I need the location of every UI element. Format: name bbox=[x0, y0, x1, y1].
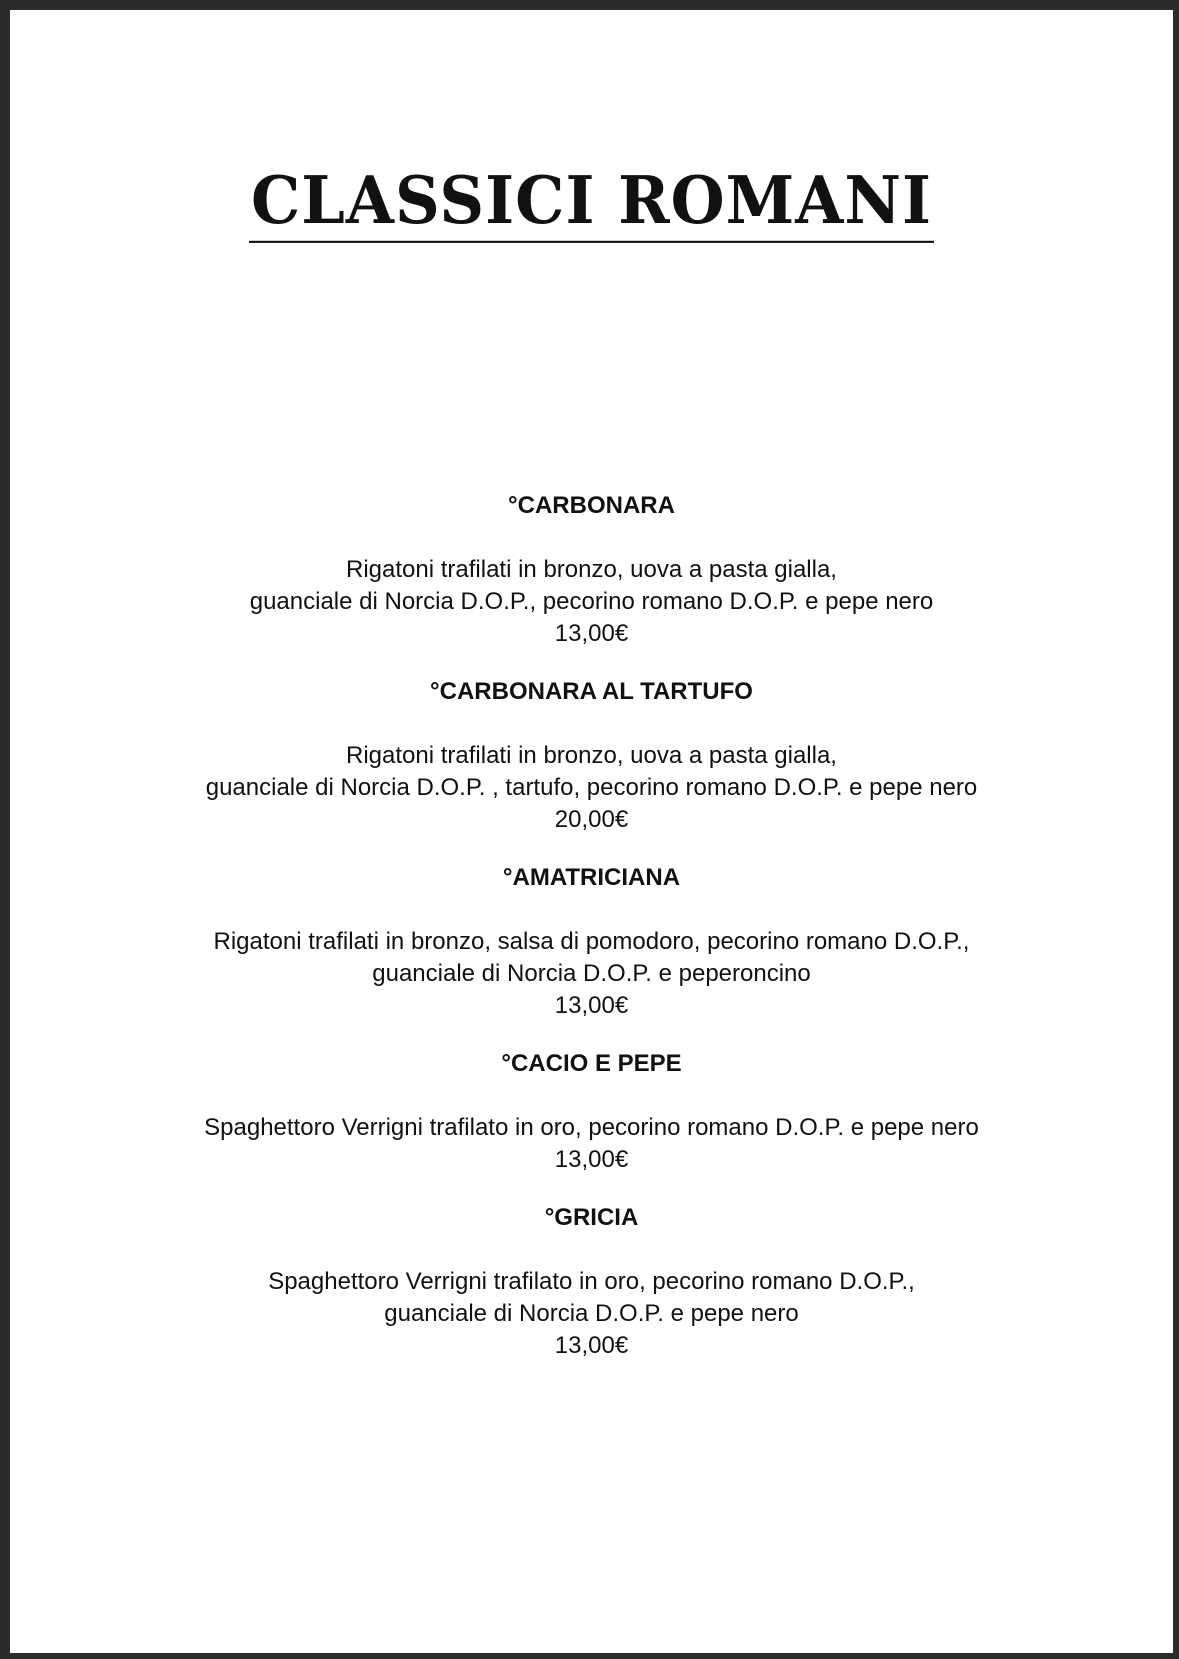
menu-item-amatriciana bbox=[10, 862, 1173, 1022]
dish-price: 13,00€ bbox=[554, 992, 629, 1019]
dish-description-line: guanciale di Norcia D.O.P., pecorino romano D.O.P. e pepe nero bbox=[249, 588, 934, 615]
menu-item-gricia bbox=[10, 1202, 1173, 1362]
dish-description-line: Rigatoni trafilati in bronzo, uova a pasta gialla, bbox=[346, 556, 837, 583]
dish-description-line: Spaghettoro Verrigni trafilato in oro, pecorino romano D.O.P. e pepe nero bbox=[204, 1114, 979, 1141]
dish-name: °AMATRICIANA bbox=[502, 864, 681, 891]
menu-item-carbonara bbox=[10, 490, 1173, 650]
dish-description-line: guanciale di Norcia D.O.P. e pepe nero bbox=[384, 1300, 799, 1327]
dish-name: °GRICIA bbox=[544, 1204, 639, 1231]
dish-description-line: Spaghettoro Verrigni trafilato in oro, pecorino romano D.O.P., bbox=[268, 1268, 915, 1295]
menu-list bbox=[10, 490, 1173, 1388]
dish-description-line: guanciale di Norcia D.O.P. , tartufo, pecorino romano D.O.P. e pepe nero bbox=[205, 774, 978, 801]
dish-description-line: Rigatoni trafilati in bronzo, uova a pasta gialla, bbox=[346, 742, 837, 769]
dish-description-line: guanciale di Norcia D.O.P. e peperoncino bbox=[372, 960, 811, 987]
page-title: CLASSICI ROMANI bbox=[249, 163, 934, 243]
dish-price: 13,00€ bbox=[554, 620, 629, 647]
menu-page bbox=[10, 10, 1173, 1653]
dish-name: °CACIO E PEPE bbox=[501, 1050, 682, 1077]
dish-price: 20,00€ bbox=[554, 806, 629, 833]
menu-item-carbonara-al-tartufo bbox=[10, 676, 1173, 836]
dish-price: 13,00€ bbox=[554, 1332, 629, 1359]
dish-price: 13,00€ bbox=[554, 1146, 629, 1173]
dish-name: °CARBONARA AL TARTUFO bbox=[430, 678, 753, 705]
dish-name: °CARBONARA bbox=[508, 492, 675, 519]
menu-item-cacio-e-pepe bbox=[10, 1048, 1173, 1176]
dish-description-line: Rigatoni trafilati in bronzo, salsa di pomodoro, pecorino romano D.O.P., bbox=[213, 928, 970, 955]
page-title-block bbox=[10, 162, 1173, 241]
